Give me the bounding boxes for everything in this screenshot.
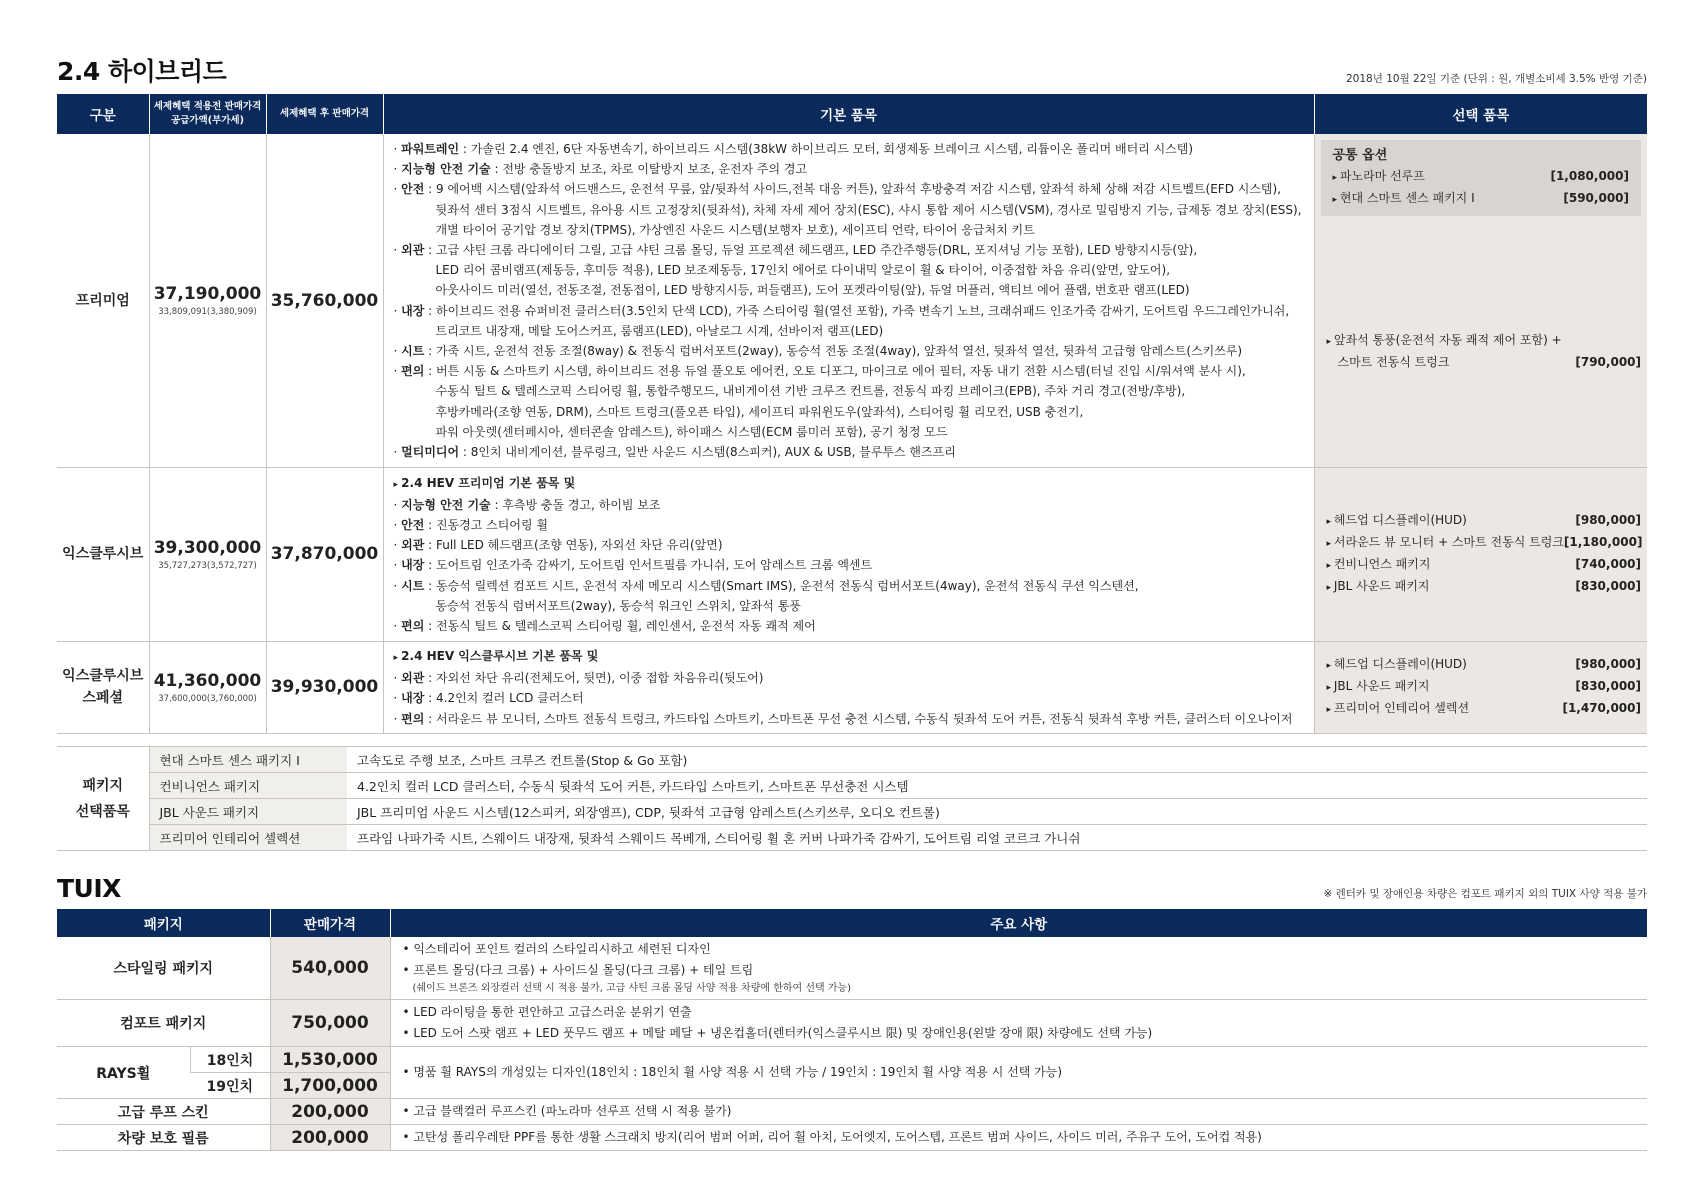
tuix-name: 차량 보호 필름 bbox=[57, 1125, 270, 1151]
basic-item-value: : 전방 충돌방지 보조, 차로 이탈방지 보조, 운전자 주의 경고 bbox=[490, 162, 808, 177]
price-before: 37,190,000 bbox=[153, 284, 262, 305]
option-item bbox=[1327, 532, 1642, 554]
tuix-desc bbox=[390, 1099, 1647, 1125]
option-name-wrap bbox=[1327, 554, 1431, 576]
basic-item-continued: 뒷좌석 센터 3점식 시트벨트, 유아용 시트 고정장치(뒷좌석), 차체 자세 제어 장치(ESC), 샤시 통합 제어 시스템(VSM), 경사로 밀림방지 기능, 급제동 경보 장치(ESS), bbox=[435, 202, 1302, 217]
common-options-title: 공통 옵션 bbox=[1332, 148, 1388, 163]
grade-name-line2: 스페셜 bbox=[82, 690, 124, 707]
basic-heading-text: 2.4 HEV 익스클루시브 기본 품목 및 bbox=[401, 648, 599, 663]
option-name-wrap bbox=[1327, 352, 1450, 372]
grade-name: 익스클루시브 bbox=[62, 546, 144, 563]
price-after: 39,930,000 bbox=[266, 641, 383, 733]
option-name: 프리미어 인테리어 셀렉션 bbox=[1333, 701, 1470, 716]
option-item bbox=[1333, 188, 1630, 210]
option-name-wrap bbox=[1333, 166, 1425, 188]
option-name: 컨비니언스 패키지 bbox=[1333, 557, 1431, 572]
caret-icon: ▸ bbox=[1326, 705, 1334, 716]
price-supply: 37,600,000(3,760,000) bbox=[158, 693, 257, 704]
option-name-wrap bbox=[1327, 654, 1467, 676]
option-item bbox=[1327, 510, 1642, 532]
option-name: 헤드업 디스플레이(HUD) bbox=[1333, 657, 1467, 672]
package-label-line1: 패키지 bbox=[82, 777, 124, 794]
tuix-note: ※ 렌터카 및 장애인용 차량은 컴포트 패키지 외의 TUIX 사양 적용 불가 bbox=[1323, 888, 1647, 900]
basic-item bbox=[394, 576, 1304, 596]
basic-item-value: : 도어트림 인조가죽 감싸기, 도어트림 인서트필름 가니쉬, 도어 암레스트 크롬 엑센트 bbox=[424, 558, 873, 573]
tuix-desc-line: • 고탄성 폴리우레탄 PPF를 통한 생활 스크래치 방지(리어 범퍼 어퍼, 리어 휠 아치, 도어엣지, 도어스텝, 프론트 범퍼 사이드, 사이드 미러, 주유구 도어, 도어컵 적용) bbox=[402, 1130, 1262, 1144]
tuix-table bbox=[57, 909, 1647, 1151]
basic-item bbox=[394, 555, 1304, 575]
basic-item-key: 외관 bbox=[401, 538, 425, 553]
basic-item-key: 내장 bbox=[401, 558, 425, 573]
basic-item-value: : 가죽 시트, 운전석 전동 조절(8way) & 전동식 럼버서포트(2way), 동승석 전동 조절(4way), 앞좌석 열선, 뒷좌석 열선, 뒷좌석 고급형 암레스트(스키쓰루) bbox=[424, 343, 1243, 358]
caret-icon: ▸ bbox=[1326, 683, 1334, 694]
option-price: [980,000] bbox=[1575, 657, 1641, 672]
basic-item bbox=[394, 179, 1304, 199]
basic-item-key: 편의 bbox=[401, 618, 425, 633]
basic-item bbox=[394, 442, 1304, 462]
option-price: [790,000] bbox=[1575, 355, 1641, 369]
basic-item-key: 안전 bbox=[401, 517, 425, 532]
col-grade: 구분 bbox=[57, 94, 149, 134]
bullet-icon: · bbox=[393, 691, 402, 706]
tuix-desc-line: • LED 도어 스팟 램프 + LED 풋무드 램프 + 메탈 페달 + 냉온컵홀더(렌터카(익스클루시브 限) 및 장애인용(왼발 장애 限) 차량에도 선택 가능) bbox=[402, 1026, 1153, 1040]
option-item bbox=[1327, 676, 1642, 698]
option-price: [590,000] bbox=[1563, 191, 1629, 205]
option-name: 스마트 전동식 트렁크 bbox=[1337, 355, 1450, 369]
caret-icon: ▸ bbox=[1332, 173, 1340, 183]
option-item bbox=[1327, 698, 1642, 720]
basic-item bbox=[394, 535, 1304, 555]
hybrid-note: 2018년 10월 22일 기준 (단위 : 원, 개별소비세 3.5% 반영 기준) bbox=[1346, 73, 1647, 85]
tuix-desc-line: • LED 라이팅을 통한 편안하고 고급스러운 분위기 연출 bbox=[402, 1005, 692, 1019]
grade-cell bbox=[57, 134, 149, 468]
options-list bbox=[1327, 510, 1642, 598]
package-row bbox=[57, 747, 1647, 773]
basic-item bbox=[394, 240, 1304, 260]
option-price: [830,000] bbox=[1575, 679, 1641, 694]
tuix-desc bbox=[390, 937, 1647, 1000]
tuix-col-price: 판매가격 bbox=[270, 909, 390, 937]
package-desc: 프라임 나파가죽 시트, 스웨이드 내장재, 뒷좌석 스웨이드 목베개, 스티어링 휠 혼 커버 나파가죽 감싸기, 도어트림 리얼 코르크 가니쉬 bbox=[347, 825, 1647, 851]
option-item bbox=[1327, 352, 1642, 372]
option-name: JBL 사운드 패키지 bbox=[1333, 579, 1430, 594]
tuix-name: 고급 루프 스킨 bbox=[57, 1099, 270, 1125]
tuix-row bbox=[57, 937, 1647, 1000]
caret-icon: ▸ bbox=[1326, 337, 1334, 347]
option-name-wrap bbox=[1327, 576, 1430, 598]
col-price-before-line2: 공급가액(부가세) bbox=[171, 115, 244, 126]
grade-cell bbox=[57, 641, 149, 733]
bullet-icon: · bbox=[393, 182, 402, 197]
bullet-icon: · bbox=[393, 343, 402, 358]
basic-item-key: 외관 bbox=[401, 242, 425, 257]
package-desc: 4.2인치 컬러 LCD 클러스터, 수동식 뒷좌석 도어 커튼, 카드타입 스마트키, 스마트폰 무선충전 시스템 bbox=[347, 773, 1647, 799]
bullet-icon: · bbox=[393, 141, 402, 156]
bullet-icon: · bbox=[393, 618, 402, 633]
package-table bbox=[57, 746, 1647, 851]
option-item bbox=[1327, 654, 1642, 676]
basic-heading bbox=[394, 646, 1304, 668]
grade-name: 프리미엄 bbox=[75, 292, 130, 309]
basic-item-continued: 후방카메라(조향 연동, DRM), 스마트 트렁크(풀오픈 타입), 세이프티 파워윈도우(앞좌석), 스티어링 휠 리모컨, USB 충전기, bbox=[435, 404, 1084, 419]
price-before: 41,360,000 bbox=[153, 670, 262, 691]
options-list bbox=[1327, 654, 1642, 720]
option-name-wrap bbox=[1327, 510, 1467, 532]
price-before-cell bbox=[149, 134, 266, 468]
options-spacer bbox=[1321, 222, 1642, 330]
option-price: [1,080,000] bbox=[1550, 169, 1629, 183]
package-name: 컨비니언스 패키지 bbox=[149, 773, 347, 799]
tuix-desc-line: • 명품 휠 RAYS의 개성있는 디자인(18인치 : 18인치 휠 사양 적용 시 선택 가능 / 19인치 : 19인치 휠 사양 적용 시 선택 가능) bbox=[402, 1065, 1063, 1079]
basic-item-continued: 파워 아웃렛(센터페시아, 센터콘솔 암레스트), 하이패스 시스템(ECM 룸미러 포함), 공기 청정 모드 bbox=[435, 424, 948, 439]
tuix-desc-line: • 고급 블랙컬러 루프스킨 (파노라마 선루프 선택 시 적용 불가) bbox=[402, 1104, 732, 1118]
tuix-col-main: 주요 사항 bbox=[390, 909, 1647, 937]
basic-item-key: 시트 bbox=[401, 578, 425, 593]
basic-item-continued: 트리코트 내장재, 메탈 도어스커프, 룸램프(LED), 아날로그 시계, 선바이저 램프(LED) bbox=[435, 323, 884, 338]
tuix-col-package: 패키지 bbox=[57, 909, 270, 937]
tuix-row bbox=[57, 1047, 1647, 1073]
option-item bbox=[1327, 576, 1642, 598]
bullet-icon: · bbox=[393, 538, 402, 553]
option-price: [830,000] bbox=[1575, 579, 1641, 594]
tuix-size: 18인치 bbox=[190, 1047, 270, 1073]
tuix-desc bbox=[390, 1000, 1647, 1047]
options-cell bbox=[1314, 641, 1647, 733]
hybrid-title: 2.4 하이브리드 bbox=[57, 57, 227, 86]
caret-icon: ▸ bbox=[1326, 561, 1334, 572]
package-name: 프리미어 인테리어 셀렉션 bbox=[149, 825, 347, 851]
bullet-icon: · bbox=[393, 303, 402, 318]
basic-item bbox=[394, 515, 1304, 535]
hybrid-table bbox=[57, 94, 1647, 734]
tuix-header bbox=[57, 865, 1647, 903]
basic-heading bbox=[394, 473, 1304, 495]
package-row bbox=[57, 825, 1647, 851]
basic-items-cell bbox=[383, 134, 1314, 468]
package-row bbox=[57, 773, 1647, 799]
basic-item-key: 지능형 안전 기술 bbox=[401, 497, 491, 512]
option-price: [740,000] bbox=[1575, 557, 1641, 572]
price-after: 35,760,000 bbox=[266, 134, 383, 468]
price-before: 39,300,000 bbox=[153, 537, 262, 558]
basic-item bbox=[394, 668, 1304, 688]
tuix-price: 200,000 bbox=[270, 1099, 390, 1125]
basic-item bbox=[394, 301, 1304, 321]
basic-items-cell bbox=[383, 468, 1314, 642]
basic-items-cell bbox=[383, 641, 1314, 733]
tuix-name: 스타일링 패키지 bbox=[57, 937, 270, 1000]
col-basic: 기본 품목 bbox=[383, 94, 1314, 134]
package-name: 현대 스마트 센스 패키지 Ⅰ bbox=[149, 747, 347, 773]
option-name-wrap bbox=[1327, 676, 1430, 698]
basic-item bbox=[394, 616, 1304, 636]
tuix-desc-sub: (쉐이드 브론즈 외장컬러 선택 시 적용 불가, 고급 샤틴 크롬 몰딩 사양 적용 차량에 한하여 선택 가능) bbox=[412, 983, 852, 994]
basic-item bbox=[394, 159, 1304, 179]
option-name-wrap bbox=[1333, 188, 1475, 210]
col-price-before-line1: 세제혜택 적용전 판매가격 bbox=[153, 101, 262, 112]
tuix-row bbox=[57, 1099, 1647, 1125]
tuix-price: 750,000 bbox=[270, 1000, 390, 1047]
package-label bbox=[57, 747, 149, 851]
hybrid-row bbox=[57, 468, 1647, 642]
price-supply: 35,727,273(3,572,727) bbox=[158, 560, 257, 571]
options-cell bbox=[1314, 468, 1647, 642]
bullet-icon: · bbox=[393, 162, 402, 177]
basic-item bbox=[394, 341, 1304, 361]
bullet-icon: · bbox=[393, 558, 402, 573]
bullet-icon: · bbox=[393, 364, 402, 379]
option-name: 서라운드 뷰 모니터 + 스마트 전동식 트렁크 bbox=[1333, 535, 1564, 550]
package-desc: 고속도로 주행 보조, 스마트 크루즈 컨트롤(Stop & Go 포함) bbox=[347, 747, 1647, 773]
basic-item-key: 내장 bbox=[401, 303, 425, 318]
basic-item-value: : 진동경고 스티어링 휠 bbox=[424, 517, 548, 532]
package-name: JBL 사운드 패키지 bbox=[149, 799, 347, 825]
basic-item-value: : 버튼 시동 & 스마트키 시스템, 하이브리드 전용 듀얼 풀오토 에어컨, 오토 디포그, 마이크로 에어 필터, 자동 내기 전환 시스템(터널 진입 시/워셔액 분사 시), bbox=[424, 364, 1246, 379]
basic-item-value: : 4.2인치 컬러 LCD 클러스터 bbox=[424, 691, 584, 706]
option-item bbox=[1333, 166, 1630, 188]
basic-item-key: 파워트레인 bbox=[401, 141, 460, 156]
basic-item-key: 시트 bbox=[401, 343, 425, 358]
col-price-after: 세제혜택 후 판매가격 bbox=[266, 94, 383, 134]
option-price: [1,470,000] bbox=[1562, 701, 1641, 716]
basic-item-value: : 후측방 충돌 경고, 하이빔 보조 bbox=[490, 497, 661, 512]
tuix-price: 1,530,000 bbox=[270, 1047, 390, 1073]
tuix-name: RAYS휠 bbox=[57, 1047, 190, 1099]
tuix-row bbox=[57, 1125, 1647, 1151]
options-cell bbox=[1314, 134, 1647, 468]
basic-item-value: : 고급 샤틴 크롬 라디에이터 그릴, 고급 샤틴 크롬 몰딩, 듀얼 프로젝션 헤드램프, LED 주간주행등(DRL, 포지셔닝 기능 포함), LED 방향지시등(앞), bbox=[424, 242, 1198, 257]
tuix-price: 1,700,000 bbox=[270, 1073, 390, 1099]
basic-item bbox=[394, 139, 1304, 159]
caret-icon: ▸ bbox=[1326, 517, 1334, 528]
basic-item bbox=[394, 495, 1304, 515]
basic-item-key: 외관 bbox=[401, 671, 425, 686]
price-sheet bbox=[57, 50, 1647, 1151]
caret-icon: ▸ bbox=[1326, 539, 1334, 550]
basic-item-value: : 전동식 틸트 & 텔레스코픽 스티어링 휠, 레인센서, 운전석 자동 쾌적 제어 bbox=[424, 618, 816, 633]
option-name-wrap bbox=[1327, 330, 1562, 352]
bullet-icon: · bbox=[393, 497, 402, 512]
package-desc: JBL 프리미엄 사운드 시스템(12스피커, 외장앰프), CDP, 뒷좌석 고급형 암레스트(스키쓰루, 오디오 컨트롤) bbox=[347, 799, 1647, 825]
basic-item-continued: LED 리어 콤비램프(제동등, 후미등 적용), LED 보조제동등, 17인치 에어로 다이내믹 알로이 휠 & 타이어, 이중접합 차음 유리(앞면, 앞도어), bbox=[435, 263, 1171, 278]
tuix-price: 200,000 bbox=[270, 1125, 390, 1151]
bullet-icon: · bbox=[393, 444, 402, 459]
option-item bbox=[1327, 330, 1642, 352]
option-name: JBL 사운드 패키지 bbox=[1333, 679, 1430, 694]
option-name: 헤드업 디스플레이(HUD) bbox=[1333, 513, 1467, 528]
col-option: 선택 품목 bbox=[1314, 94, 1647, 134]
basic-item-value: : 8인치 내비게이션, 블루링크, 일반 사운드 시스템(8스피커), AUX & USB, 블루투스 핸즈프리 bbox=[459, 444, 956, 459]
option-name: 현대 스마트 센스 패키지 Ⅰ bbox=[1339, 191, 1475, 205]
basic-item-key: 편의 bbox=[401, 364, 425, 379]
basic-item-key: 편의 bbox=[401, 711, 425, 726]
package-label-line2: 선택품목 bbox=[75, 803, 130, 820]
basic-item-key: 내장 bbox=[401, 691, 425, 706]
hybrid-header bbox=[57, 50, 1647, 88]
basic-item-key: 지능형 안전 기술 bbox=[401, 162, 491, 177]
tuix-desc bbox=[390, 1125, 1647, 1151]
price-before-cell bbox=[149, 468, 266, 642]
basic-heading-text: 2.4 HEV 프리미엄 기본 품목 및 bbox=[401, 475, 576, 490]
bullet-icon: · bbox=[393, 711, 402, 726]
basic-item-key: 안전 bbox=[401, 182, 425, 197]
option-name: 파노라마 선루프 bbox=[1339, 169, 1425, 183]
basic-item-value: : 동승석 릴렉션 컴포트 시트, 운전석 자세 메모리 시스템(Smart IMS), 운전석 전동식 럼버서포트(4way), 운전석 전동식 쿠션 익스텐션, bbox=[424, 578, 1139, 593]
basic-item-continued: 개별 타이어 공기압 경보 장치(TPMS), 가상엔진 사운드 시스템(보행자 보호), 세이프티 언락, 타이어 응급처치 키트 bbox=[435, 222, 1035, 237]
grade-cell bbox=[57, 468, 149, 642]
tuix-desc bbox=[390, 1047, 1647, 1099]
basic-item-value: : 가솔린 2.4 엔진, 6단 자동변속기, 하이브리드 시스템(38kW 하이브리드 모터, 회생제동 브레이크 시스템, 리튬이온 폴리머 배터리 시스템) bbox=[459, 141, 1194, 156]
option-name-wrap bbox=[1327, 532, 1564, 554]
bullet-icon: · bbox=[393, 242, 402, 257]
bullet-icon: · bbox=[393, 671, 402, 686]
caret-icon: ▸ bbox=[393, 479, 402, 490]
basic-item-continued: 동승석 전동식 럼버서포트(2way), 동승석 워크인 스위치, 앞좌석 통풍 bbox=[435, 598, 801, 613]
basic-item-value: : 9 에어백 시스템(앞좌석 어드밴스드, 운전석 무릎, 앞/뒷좌석 사이드,전복 대응 커튼), 앞좌석 후방충격 저감 시스템, 앞좌석 하체 상해 저감 시트벨트(EFD 시스템), bbox=[424, 182, 1282, 197]
tuix-desc-line: • 익스테리어 포인트 컬러의 스타일리시하고 세련된 디자인 bbox=[402, 942, 711, 956]
tuix-price: 540,000 bbox=[270, 937, 390, 1000]
tuix-title: TUIX bbox=[57, 874, 121, 903]
price-before-cell bbox=[149, 641, 266, 733]
basic-item-key: 멀티미디어 bbox=[401, 444, 460, 459]
caret-icon: ▸ bbox=[1332, 195, 1340, 205]
price-after: 37,870,000 bbox=[266, 468, 383, 642]
basic-item bbox=[394, 361, 1304, 381]
basic-item-value: : 서라운드 뷰 모니터, 스마트 전동식 트렁크, 카드타입 스마트키, 스마트폰 무선 충전 시스템, 수동식 뒷좌석 도어 커튼, 전동식 뒷좌석 후방 커튼, 클러스터 이오나이저 bbox=[424, 711, 1293, 726]
tuix-size: 19인치 bbox=[190, 1073, 270, 1099]
caret-icon: ▸ bbox=[1326, 661, 1334, 672]
hybrid-row bbox=[57, 641, 1647, 733]
package-row bbox=[57, 799, 1647, 825]
option-name: 앞좌석 통풍(운전석 자동 쾌적 제어 포함) + bbox=[1333, 333, 1562, 347]
option-item bbox=[1327, 554, 1642, 576]
grade-name-line1: 익스클루시브 bbox=[62, 668, 144, 685]
basic-item-value: : 자외선 차단 유리(전체도어, 뒷면), 이중 접합 차음유리(뒷도어) bbox=[424, 671, 764, 686]
tuix-desc-line: • 프론트 몰딩(다크 크롬) + 사이드실 몰딩(다크 크롬) + 테일 트림 bbox=[402, 963, 754, 977]
bullet-icon: · bbox=[393, 578, 402, 593]
option-price: [980,000] bbox=[1575, 513, 1641, 528]
price-supply: 33,809,091(3,380,909) bbox=[158, 307, 257, 318]
basic-item-value: : 하이브리드 전용 슈퍼비전 클러스터(3.5인치 단색 LCD), 가죽 스티어링 휠(열선 포함), 가죽 변속기 노브, 크래쉬패드 인조가죽 감싸기, 도어트림 우드그레인가니쉬, bbox=[424, 303, 1290, 318]
col-price-before bbox=[149, 94, 266, 134]
tuix-row bbox=[57, 1000, 1647, 1047]
caret-icon: ▸ bbox=[1326, 583, 1334, 594]
basic-item bbox=[394, 688, 1304, 708]
caret-icon: ▸ bbox=[393, 652, 402, 663]
options-list bbox=[1321, 330, 1642, 372]
option-price: [1,180,000] bbox=[1563, 535, 1643, 550]
hybrid-row bbox=[57, 134, 1647, 468]
basic-item-value: : Full LED 헤드램프(조향 연동), 자외선 차단 유리(앞면) bbox=[424, 538, 723, 553]
basic-item bbox=[394, 709, 1304, 729]
basic-item-continued: 아웃사이드 미러(열선, 전동조절, 전동접이, LED 방향지시등, 퍼들램프), 도어 포켓라이팅(앞), 듀얼 머플러, 액티브 에어 플랩, 번호판 램프(LED) bbox=[435, 283, 1190, 298]
common-options-box bbox=[1321, 140, 1642, 216]
bullet-icon: · bbox=[393, 517, 402, 532]
basic-item-continued: 수동식 틸트 & 텔레스코픽 스티어링 휠, 통합주행모드, 내비게이션 기반 크루즈 컨트롤, 전동식 파킹 브레이크(EPB), 주차 거리 경고(전방/후방), bbox=[435, 384, 1186, 399]
option-name-wrap bbox=[1327, 698, 1470, 720]
tuix-name: 컴포트 패키지 bbox=[57, 1000, 270, 1047]
